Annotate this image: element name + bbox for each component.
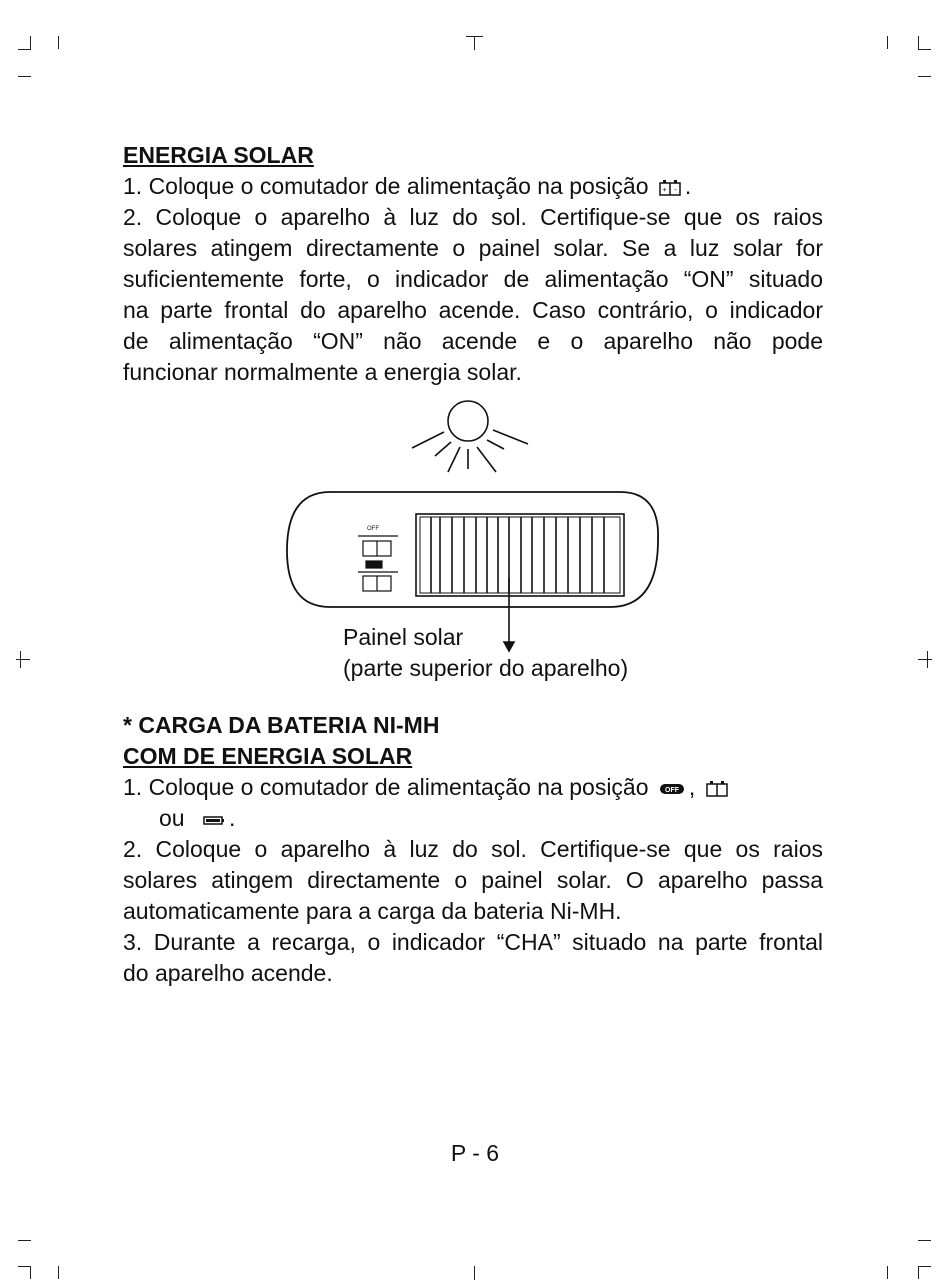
- svg-text:-: -: [674, 186, 677, 194]
- solar-step-1-text: 1. Coloque o comutador de alimentação na posição: [123, 173, 649, 199]
- power-switches: [358, 526, 398, 591]
- line: funcionar normalmente a energia solar.: [123, 359, 522, 385]
- line: solares atingem directamente o painel solar. O aparelho passa: [123, 867, 823, 893]
- line: 2. Coloque o aparelho à luz do sol. Certifique-se que os raios: [123, 836, 823, 862]
- section-charging: [123, 710, 823, 989]
- charging-step-3: [123, 927, 823, 989]
- device-body: [287, 492, 658, 607]
- line: suficientemente forte, o indicador de alimentação “ON” situado: [123, 266, 823, 292]
- battery-pack-icon: [706, 781, 728, 797]
- solar-step-1: [123, 171, 823, 202]
- line: automaticamente para a carga da bateria Ni-MH.: [123, 898, 622, 924]
- solar-step-2: [123, 202, 823, 388]
- charging-step-1-end: .: [228, 805, 236, 831]
- solar-step-1-end: .: [684, 173, 692, 199]
- line: solares atingem directamente o painel solar. Se a luz solar for: [123, 235, 823, 261]
- section-subtitle-charging: COM DE ENERGIA SOLAR: [123, 743, 413, 769]
- section-title-charging: * CARGA DA BATERIA NI-MH: [123, 712, 440, 738]
- rechargeable-battery-icon: [203, 815, 225, 825]
- solar-panel: [416, 514, 624, 596]
- caption-location: (parte superior do aparelho): [343, 655, 629, 681]
- charging-step-1-cont: [123, 803, 823, 834]
- svg-text:+: +: [662, 186, 667, 194]
- charging-step-1-sep: ,: [688, 774, 696, 800]
- sun-icon: [412, 401, 528, 472]
- pointer-arrow: [504, 578, 514, 651]
- off-switch-icon: [659, 783, 685, 795]
- battery-pack-icon: [659, 180, 681, 196]
- switch-off-label: OFF: [367, 526, 379, 532]
- charging-step-1-or: ou: [159, 805, 185, 831]
- line: do aparelho acende.: [123, 960, 333, 986]
- line: 2. Coloque o aparelho à luz do sol. Certifique-se que os raios: [123, 204, 823, 230]
- section-title-solar: ENERGIA SOLAR: [123, 142, 314, 168]
- charging-step-1-text: 1. Coloque o comutador de alimentação na posição: [123, 774, 649, 800]
- line: 3. Durante a recarga, o indicador “CHA” situado na parte frontal: [123, 929, 823, 955]
- caption-panel: Painel solar: [343, 624, 464, 650]
- page-content: [123, 140, 823, 388]
- svg-text:OFF: OFF: [664, 786, 679, 794]
- charging-step-2: [123, 834, 823, 927]
- page-number: P - 6: [450, 1140, 500, 1166]
- line: de alimentação “ON” não acende e o aparelho não pode: [123, 328, 823, 354]
- line: na parte frontal do aparelho acende. Caso contrário, o indicador: [123, 297, 823, 323]
- charging-step-1: [123, 772, 823, 803]
